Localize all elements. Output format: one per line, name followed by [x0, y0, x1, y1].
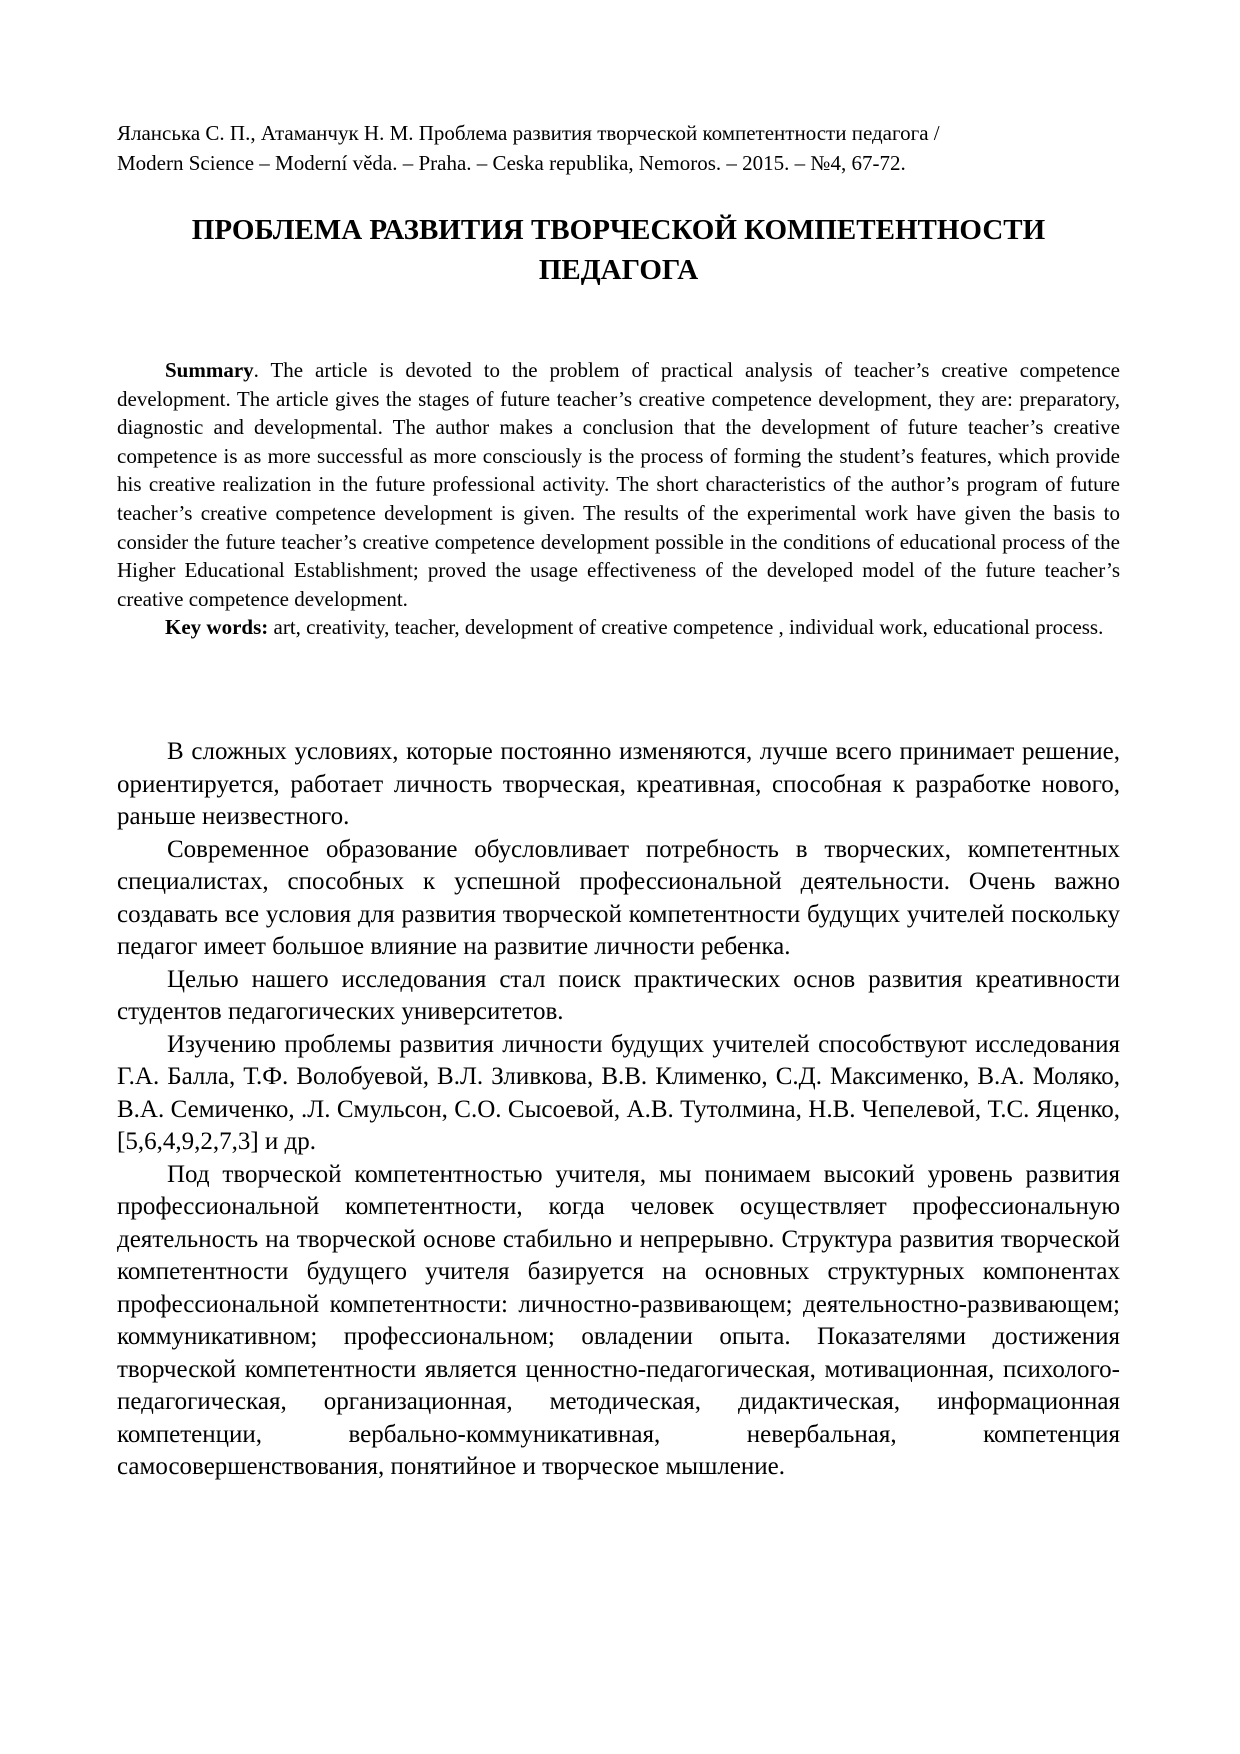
summary-label: Summary: [165, 358, 254, 382]
body-text: [117, 736, 1120, 1484]
body-paragraph: Под творческой компетентностью учителя, мы понимаем высокий уровень развития профессиональной компетентности, когда человек осуществляет профессиональную деятельность на творческой основе стабильно и непрерывно. Структура развития творческой компетентности будущего учителя базируется на основных структурных компонентах профессиональной компетентности: личностно-развивающем; деятельностно-развивающем; коммуникативном; профессиональном; овладении опыта. Показателями достижения творческой компетентности является ценностно-педагогическая, мотивационная, психолого-педагогическая, организационная, методическая, дидактическая, информационная компетенции, вербально-коммуникативная, невербальная, компетенция самосовершенствования, понятийное и творческое мышление.: [117, 1160, 1120, 1480]
article-title: [117, 210, 1120, 290]
keywords-text: art, creativity, teacher, development of creative competence , individual work, educational process.: [268, 615, 1104, 640]
title-line-1: ПРОБЛЕМА РАЗВИТИЯ ТВОРЧЕСКОЙ КОМПЕТЕНТНОСТИ: [191, 214, 1046, 246]
summary-text: . The article is devoted to the problem of practical analysis of teacher’s creative competence development. The article gives the stages of future teacher’s creative competence development, they are: preparatory, diagnostic and developmental. The author makes a conclusion that the development of future teacher’s creative competence is as more successful as more consciously is the process of forming the student’s features, which provide his creative realization in the future professional activity. The short characteristics of the author’s program of future teacher’s creative competence development is given. The results of the experimental work have given the basis to consider the future teacher’s creative competence development possible in the conditions of educational process of the Higher Educational Establishment; proved the usage effectiveness of the developed model of the future teacher’s creative competence development.: [117, 358, 1120, 611]
body-paragraph: В сложных условиях, которые постоянно изменяются, лучше всего принимает решение, ориентируется, работает личность творческая, креативная, способная к разработке нового, раньше неизвестного.: [117, 738, 1120, 830]
citation-line-1: Яланська С. П., Атаманчук Н. М. Проблема развития творческой компетентности педагога /: [117, 121, 940, 145]
abstract: [117, 356, 1120, 642]
citation-line-2: Modern Science – Moderní věda. – Praha. – Ceska republika, Nemoros. – 2015. – №4, 67-72.: [117, 151, 906, 175]
keywords-paragraph: [117, 613, 1120, 642]
citation: [117, 118, 1120, 178]
body-paragraph: Современное образование обусловливает потребность в творческих, компетентных специалистах, способных к успешной профессиональной деятельности. Очень важно создавать все условия для развития творческой компетентности будущих учителей поскольку педагог имеет большое влияние на развитие личности ребенка.: [117, 835, 1120, 960]
body-paragraph: Изучению проблемы развития личности будущих учителей способствуют исследования Г.А. Балла, Т.Ф. Волобуевой, В.Л. Зливкова, В.В. Клименко, С.Д. Максименко, В.А. Моляко, В.А. Семиченко, .Л. Смульсон, С.О. Сысоевой, А.В. Тутолмина, Н.В. Чепелевой, Т.С. Яценко, [5,6,4,9,2,7,3] и др.: [117, 1030, 1120, 1155]
body-paragraph: Целью нашего исследования стал поиск практических основ развития креативности студентов педагогических университетов.: [117, 965, 1120, 1025]
title-line-2: ПЕДАГОГА: [538, 254, 699, 286]
keywords-label: Key words:: [165, 615, 269, 640]
summary-paragraph: [117, 356, 1120, 613]
